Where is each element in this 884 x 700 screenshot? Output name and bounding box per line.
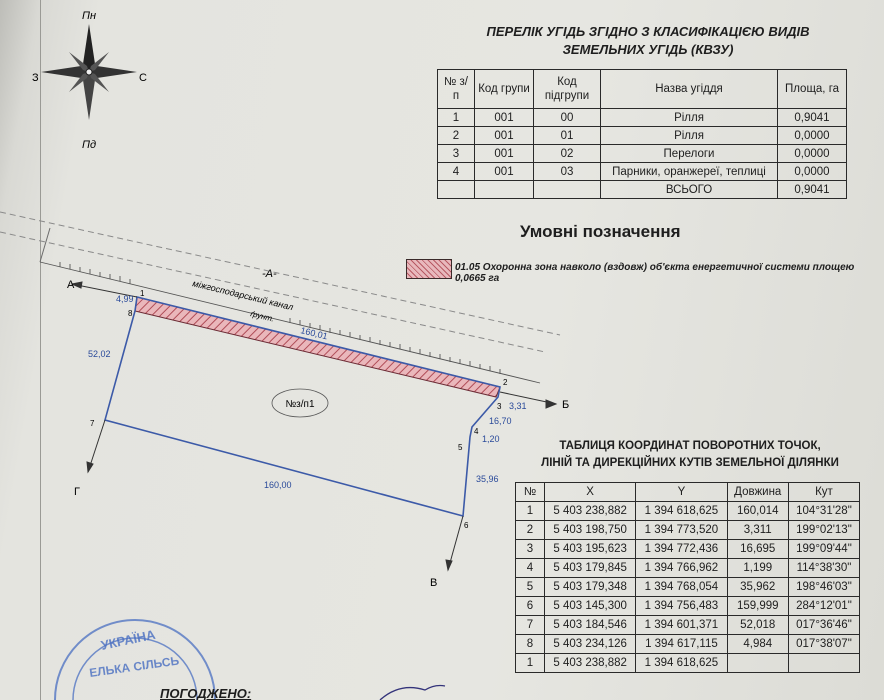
kvzu-cell: 0,0000 (778, 163, 847, 181)
coords-cell: 1 394 601,371 (636, 616, 727, 635)
length-right-small2: 1,20 (482, 434, 500, 444)
coords-cell: 199°09'44" (788, 540, 859, 559)
kvzu-header-cell: Назва угіддя (601, 70, 778, 109)
coords-cell: 16,695 (727, 540, 788, 559)
canal-label: міжгосподарський канал (191, 278, 295, 313)
coords-row (516, 559, 860, 578)
length-right-mid: 16,70 (489, 416, 512, 426)
kvzu-cell: 0,0000 (778, 127, 847, 145)
direction-b: Б (562, 399, 570, 411)
compass-n: Пн (82, 10, 97, 22)
kvzu-header-cell: № з/п (438, 70, 475, 109)
agreed-label: ПОГОДЖЕНО: (160, 686, 252, 700)
kvzu-cell: 4 (438, 163, 475, 181)
coords-cell (727, 654, 788, 673)
length-right-small1: 3,31 (509, 401, 527, 411)
coords-cell: 4 (516, 559, 545, 578)
coords-cell: 1 394 773,520 (636, 521, 727, 540)
coords-cell: 3,311 (727, 521, 788, 540)
coords-title-line1: ТАБЛИЦЯ КООРДИНАТ ПОВОРОТНИХ ТОЧОК, (559, 440, 821, 452)
coords-cell: 017°36'46" (788, 616, 859, 635)
coords-cell: 52,018 (727, 616, 788, 635)
coords-row (516, 540, 860, 559)
direction-g: Г (74, 486, 80, 498)
coords-cell: 5 403 238,882 (545, 502, 636, 521)
direction-v: В (430, 577, 438, 589)
coords-header-cell: Y (636, 483, 727, 502)
coords-cell: 5 403 184,546 (545, 616, 636, 635)
kvzu-row (438, 163, 847, 181)
coords-cell: 1 (516, 654, 545, 673)
coords-cell: 5 403 179,845 (545, 559, 636, 578)
kvzu-cell: 001 (475, 163, 534, 181)
legend-hatch-swatch (406, 259, 452, 279)
kvzu-cell: 1 (438, 109, 475, 127)
point-7: 7 (90, 419, 95, 428)
signature (380, 686, 445, 700)
coords-cell: 1 394 768,054 (636, 578, 727, 597)
coords-cell: 1,199 (727, 559, 788, 578)
kvzu-cell: Рілля (601, 127, 778, 145)
coords-cell: 1 394 617,115 (636, 635, 727, 654)
point-2: 2 (503, 378, 508, 387)
coords-row (516, 654, 860, 673)
compass-w: З (32, 72, 39, 84)
length-right-lower: 35,96 (476, 474, 499, 484)
kvzu-row (438, 127, 847, 145)
coords-cell: 2 (516, 521, 545, 540)
kvzu-header-cell: Код групи (475, 70, 534, 109)
compass-e: С (139, 72, 147, 84)
kvzu-cell: 00 (534, 109, 601, 127)
coords-cell: 3 (516, 540, 545, 559)
length-left: 52,02 (88, 349, 111, 359)
direction-a: А (67, 279, 75, 291)
kvzu-cell: Рілля (601, 109, 778, 127)
length-top-left: 4,99 (116, 294, 134, 304)
kvzu-cell: 001 (475, 127, 534, 145)
coords-cell: 5 403 179,348 (545, 578, 636, 597)
direction-arrows (72, 282, 556, 570)
coords-header-cell: Довжина (727, 483, 788, 502)
coords-cell: 1 (516, 502, 545, 521)
kvzu-cell: 3 (438, 145, 475, 163)
coords-table (515, 482, 860, 673)
stamp-line1: УКРАЇНА (99, 626, 157, 653)
protection-zone (135, 297, 500, 397)
legend-item-text: 01.05 Охоронна зона навколо (вздовж) об'єкта енергетичної системи площею 0,0665 га (455, 262, 855, 284)
compass-s: Пд (82, 139, 97, 151)
coords-cell: 1 394 618,625 (636, 654, 727, 673)
coords-cell: 5 403 234,126 (545, 635, 636, 654)
coords-cell: 160,014 (727, 502, 788, 521)
kvzu-cell (475, 181, 534, 199)
coords-row (516, 597, 860, 616)
kvzu-cell: 03 (534, 163, 601, 181)
coords-cell: 104°31'28" (788, 502, 859, 521)
kvzu-cell: 2 (438, 127, 475, 145)
coords-row (516, 616, 860, 635)
kvzu-cell: 01 (534, 127, 601, 145)
kvzu-total-value: 0,9041 (778, 181, 847, 199)
coords-row (516, 578, 860, 597)
compass-rose-icon (41, 24, 137, 120)
kvzu-cell (534, 181, 601, 199)
coords-cell: 35,962 (727, 578, 788, 597)
kvzu-cell: 02 (534, 145, 601, 163)
legend-title: Умовні позначення (520, 222, 681, 241)
kvzu-cell (438, 181, 475, 199)
road-label: -А- (262, 268, 277, 280)
coords-cell: 5 (516, 578, 545, 597)
coords-cell: 5 403 195,623 (545, 540, 636, 559)
coords-cell: 6 (516, 597, 545, 616)
coords-cell: 199°02'13" (788, 521, 859, 540)
kvzu-header-row (438, 70, 847, 109)
kvzu-table (437, 69, 847, 199)
length-top: 160,01 (299, 325, 329, 342)
coords-cell: 1 394 766,962 (636, 559, 727, 578)
coords-cell: 159,999 (727, 597, 788, 616)
kvzu-cell: Перелоги (601, 145, 778, 163)
coords-row (516, 635, 860, 654)
point-3: 3 (497, 402, 502, 411)
ground-label: ґрунт. (249, 309, 276, 324)
kvzu-cell: Парники, оранжереї, теплиці (601, 163, 778, 181)
coords-cell: 5 403 145,300 (545, 597, 636, 616)
coords-cell (788, 654, 859, 673)
coords-cell: 4,984 (727, 635, 788, 654)
coords-cell: 5 403 198,750 (545, 521, 636, 540)
coords-cell: 1 394 756,483 (636, 597, 727, 616)
kvzu-title-line2: ЗЕМЕЛЬНИХ УГІДЬ (КВЗУ) (562, 42, 734, 57)
coords-cell: 5 403 238,882 (545, 654, 636, 673)
coords-header-cell: Кут (788, 483, 859, 502)
kvzu-header-cell: Площа, га (778, 70, 847, 109)
kvzu-cell: 001 (475, 109, 534, 127)
kvzu-title-line1: ПЕРЕЛІК УГІДЬ ЗГІДНО З КЛАСИФІКАЦІЄЮ ВИДІВ (486, 24, 810, 39)
point-5: 5 (458, 443, 463, 452)
kvzu-total-label: ВСЬОГО (601, 181, 778, 199)
stamp-line2: ЕЛЬКА СІЛЬСЬ (88, 653, 180, 680)
coords-cell: 114°38'30" (788, 559, 859, 578)
kvzu-row (438, 109, 847, 127)
kvzu-cell: 0,0000 (778, 145, 847, 163)
coords-cell: 7 (516, 616, 545, 635)
coords-header-row (516, 483, 860, 502)
coords-header-cell: X (545, 483, 636, 502)
coords-cell: 017°38'07" (788, 635, 859, 654)
coords-title-line2: ЛІНІЙ ТА ДИРЕКЦІЙНИХ КУТІВ ЗЕМЕЛЬНОЇ ДІЛЯНКИ (541, 457, 839, 469)
point-6: 6 (464, 521, 469, 530)
coords-cell: 198°46'03" (788, 578, 859, 597)
coords-row (516, 521, 860, 540)
coords-cell: 1 394 772,436 (636, 540, 727, 559)
coords-cell: 8 (516, 635, 545, 654)
point-1: 1 (140, 289, 145, 298)
point-4: 4 (474, 427, 479, 436)
point-8: 8 (128, 309, 133, 318)
coords-cell: 284°12'01" (788, 597, 859, 616)
kvzu-total-row (438, 181, 847, 199)
kvzu-row (438, 145, 847, 163)
kvzu-header-cell: Код підгрупи (534, 70, 601, 109)
length-bottom: 160,00 (264, 480, 292, 490)
kvzu-cell: 001 (475, 145, 534, 163)
parcel-label: №з/п1 (285, 399, 315, 410)
coords-cell: 1 394 618,625 (636, 502, 727, 521)
coords-header-cell: № (516, 483, 545, 502)
frame-mark (40, 228, 50, 262)
kvzu-cell: 0,9041 (778, 109, 847, 127)
coords-row (516, 502, 860, 521)
